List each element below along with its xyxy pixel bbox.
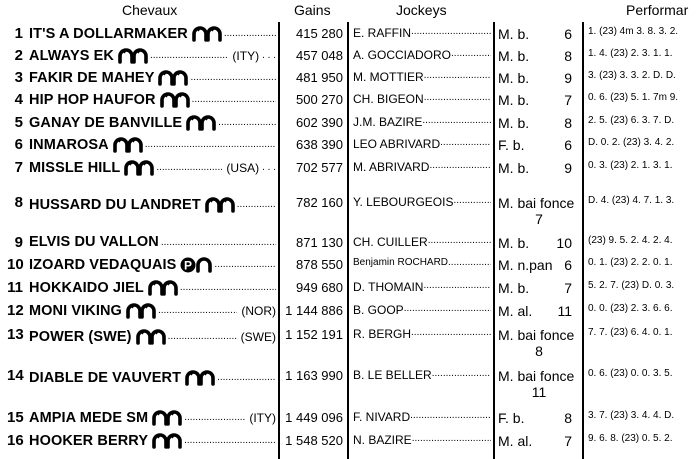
horse-name: INMAROSA	[29, 136, 109, 153]
svg-text:P: P	[184, 258, 193, 273]
horse-age: 9	[564, 160, 572, 176]
dot-leader	[158, 305, 237, 316]
horse-number: 6	[14, 136, 23, 153]
header-chevaux: Chevaux	[122, 2, 178, 18]
dot-leader	[224, 28, 276, 39]
dot-leader	[145, 139, 276, 150]
horse-number: 7	[14, 159, 23, 176]
horse-name: ALWAYS EK	[29, 47, 114, 64]
horseshoe-icon	[118, 47, 148, 64]
horse-age: 6	[564, 26, 572, 42]
header-gains: Gains	[294, 2, 331, 18]
horse-performances: 1. 4. (23) 2. 3. 1. 1.	[588, 48, 673, 59]
horse-age: 6	[564, 137, 572, 153]
dot-leader	[168, 331, 237, 342]
horse-gains: 949 680	[296, 280, 343, 295]
dot-leader	[237, 199, 276, 210]
horse-number: 10	[7, 256, 24, 273]
jockey-name: E. RAFFIN	[353, 26, 412, 40]
horseshoe-icon	[113, 136, 143, 153]
dot-leader	[424, 70, 491, 84]
horseshoe-icon	[152, 432, 182, 449]
dot-leader	[156, 162, 222, 173]
column-divider	[582, 22, 584, 459]
horse-number: 1	[14, 25, 23, 42]
column-divider	[278, 22, 280, 459]
horse-number: 9	[14, 234, 23, 251]
jockey-name: M. MOTTIER	[353, 70, 424, 84]
horse-age: 7	[564, 433, 572, 449]
dot-leader	[180, 282, 276, 293]
horse-sex-coat: M. b.	[498, 26, 530, 42]
horse-sex-coat: M. b.	[498, 92, 530, 108]
horse-gains: 1 152 191	[285, 327, 343, 342]
horse-name: POWER (SWE)	[29, 328, 132, 345]
horse-sex-coat: M. b.	[498, 48, 530, 64]
horse-performances: 0. 6. (23) 5. 1. 7m 9.	[588, 92, 679, 103]
horseshoe-icon	[148, 279, 178, 296]
horse-age: 11	[531, 384, 547, 400]
horse-name: MISSLE HILL	[29, 159, 121, 176]
plate-horseshoe-icon	[180, 256, 212, 273]
horse-name: HIP HOP HAUFOR	[29, 91, 156, 108]
horse-name: HUSSARD DU LANDRET	[29, 196, 201, 213]
horse-gains: 878 550	[296, 257, 343, 272]
horse-sex-coat: M. al.	[498, 433, 533, 449]
jockey-name: J.M. BAZIRE	[353, 115, 423, 129]
horse-age: 11	[557, 303, 572, 319]
horse-performances: 0. 0. (23) 2. 3. 6. 6.	[588, 303, 673, 314]
horse-performances: D. 4. (23) 4. 7. 1. 3.	[588, 195, 675, 206]
horseshoe-icon	[205, 196, 235, 213]
horse-age: 7	[564, 280, 572, 296]
horse-name: ELVIS DU VALLON	[29, 234, 159, 250]
horse-name: IT'S A DOLLARMAKER	[29, 25, 188, 42]
horseshoe-icon	[185, 369, 215, 386]
horse-performances: 1. (23) 4m 3. 8. 3. 2.	[588, 26, 679, 37]
horse-performances: 9. 6. 8. (23) 0. 5. 2.	[588, 433, 673, 444]
dot-leader	[428, 235, 491, 249]
horse-performances: (23) 9. 5. 2. 4. 2. 4.	[588, 235, 673, 246]
horse-name: HOOKER BERRY	[29, 432, 149, 449]
header-jockeys: Jockeys	[396, 2, 447, 18]
horse-origin: (SWE)	[240, 329, 276, 344]
horse-number: 15	[7, 409, 24, 426]
jockey-name: LEO ABRIVARD	[353, 137, 441, 151]
horse-gains: 602 390	[296, 115, 343, 130]
horse-number: 5	[14, 114, 23, 131]
horse-gains: 457 048	[296, 48, 343, 63]
dot-leader	[184, 412, 245, 423]
jockey-name: D. THOMAIN	[353, 280, 424, 294]
horse-sex-coat: F. b.	[498, 137, 525, 153]
jockey-name: B. GOOP	[353, 303, 404, 317]
horse-name: AMPIA MEDE SM	[29, 409, 149, 426]
dot-leader	[432, 368, 491, 382]
horse-gains: 481 950	[296, 70, 343, 85]
jockey-name: B. LE BELLER	[353, 368, 432, 382]
dot-leader	[410, 410, 491, 424]
horse-sex-coat: M. b.	[498, 280, 530, 296]
dot-leader	[448, 257, 491, 268]
horse-number: 16	[7, 432, 24, 449]
horse-gains: 702 577	[296, 160, 343, 175]
horseshoe-icon	[186, 114, 216, 131]
horse-gains: 782 160	[296, 195, 343, 210]
horse-age: 8	[564, 410, 572, 426]
horse-gains: 1 163 990	[285, 368, 343, 383]
horse-age: 8	[535, 343, 543, 359]
horse-sex-coat: F. b.	[498, 410, 525, 426]
horse-sex-coat: M. bai fonce	[498, 327, 575, 343]
dot-leader	[411, 327, 491, 341]
horse-number: 13	[7, 326, 24, 343]
horse-number: 11	[7, 279, 23, 296]
horse-gains: 415 280	[296, 26, 343, 41]
horse-name: DIABLE DE VAUVERT	[29, 369, 182, 386]
jockey-name: CH. BIGEON	[353, 92, 424, 106]
horse-sex-coat: M. b.	[498, 70, 530, 86]
horse-age: 8	[564, 48, 572, 64]
horseshoe-icon	[124, 159, 154, 176]
horse-sex-coat: M. bai fonce	[498, 195, 575, 211]
horse-number: 2	[14, 47, 23, 64]
jockey-name: R. BERGH	[353, 327, 412, 341]
horse-name: MONI VIKING	[29, 302, 122, 319]
horse-name: GANAY DE BANVILLE	[29, 114, 183, 131]
dot-leader	[404, 303, 491, 317]
dot-leader	[192, 94, 276, 105]
column-divider	[493, 22, 495, 459]
horse-origin: (ITY)	[232, 48, 260, 63]
horse-name: FAKIR DE MAHEY	[29, 69, 155, 86]
horse-name: HOKKAIDO JIEL	[29, 279, 144, 296]
horse-origin: (ITY)	[249, 410, 276, 425]
dot-leader	[440, 137, 491, 151]
dot-leader	[150, 50, 228, 61]
horse-performances: 2. 5. (23) 6. 3. 7. D.	[588, 115, 675, 126]
horse-age: 6	[564, 257, 572, 273]
dot-leader	[184, 435, 276, 446]
horse-gains: 638 390	[296, 137, 343, 152]
horse-gains: 1 548 520	[285, 433, 343, 448]
horse-number: 14	[7, 367, 24, 384]
horse-age: 9	[564, 70, 572, 86]
horse-age: 7	[564, 92, 572, 108]
header-performances: Performar	[626, 2, 689, 18]
dot-leader	[214, 259, 276, 270]
horse-performances: 5. 2. 7. (23) D. 0. 3.	[588, 280, 675, 291]
horseshoe-icon	[136, 328, 166, 345]
horse-number: 12	[7, 302, 24, 319]
jockey-name: CH. CUILLER	[353, 235, 428, 249]
horseshoe-icon	[152, 409, 182, 426]
horse-gains: 871 130	[296, 235, 343, 250]
horse-performances: 0. 3. (23) 2. 1. 3. 1.	[588, 160, 673, 171]
horse-origin: (NOR)	[241, 303, 276, 318]
horse-performances: 3. (23) 3. 3. 2. D. D.	[588, 70, 676, 81]
jockey-name: Benjamin ROCHARD	[353, 257, 449, 268]
horse-age: 10	[556, 235, 572, 251]
horse-sex-coat: M. b.	[498, 115, 530, 131]
dot-leader	[190, 72, 276, 83]
jockey-name: F. NIVARD	[353, 410, 411, 424]
horseshoe-icon	[126, 302, 156, 319]
horseshoe-icon	[158, 69, 188, 86]
dot-leader	[218, 117, 276, 128]
column-divider	[347, 22, 349, 459]
horse-name: IZOARD VEDAQUAIS	[29, 256, 177, 273]
horse-number: 3	[14, 69, 23, 86]
dot-leader	[217, 372, 276, 383]
horse-number: 8	[14, 194, 23, 211]
horseshoe-icon	[160, 91, 190, 108]
jockey-name: A. GOCCIADORO	[353, 48, 452, 62]
horse-sex-coat: M. b.	[498, 160, 530, 176]
jockey-name: N. BAZIRE	[353, 433, 412, 447]
horse-performances: 0. 6. (23) 0. 0. 3. 5.	[588, 368, 673, 379]
horse-origin: (USA)	[226, 160, 260, 175]
dot-leader	[451, 48, 491, 62]
dot-leader	[161, 237, 276, 248]
dot-leader	[422, 115, 491, 129]
horse-age: 8	[564, 115, 572, 131]
dot-leader	[412, 433, 491, 447]
jockey-name: M. ABRIVARD	[353, 160, 430, 174]
horse-age: 7	[535, 211, 543, 227]
horse-performances: 7. 7. (23) 6. 4. 0. 1.	[588, 327, 673, 338]
horse-sex-coat: M. al.	[498, 303, 533, 319]
horseshoe-icon	[192, 25, 222, 42]
horse-performances: 3. 7. (23) 3. 4. 4. D.	[588, 410, 675, 421]
horse-performances: D. 0. 2. (23) 3. 4. 2.	[588, 137, 675, 148]
dot-leader	[424, 92, 491, 106]
horse-performances: 0. 1. (23) 2. 2. 0. 1.	[588, 257, 673, 268]
horse-sex-coat: M. bai fonce	[498, 368, 575, 384]
dot-leader	[453, 195, 491, 209]
horse-gains: 1 449 096	[285, 410, 343, 425]
horse-number: 4	[14, 91, 23, 108]
horse-gains: 1 144 886	[285, 303, 343, 318]
dot-leader	[423, 280, 491, 294]
dot-leader	[429, 160, 491, 174]
horse-sex-coat: M. b.	[498, 235, 530, 251]
horse-sex-coat: M. n.pan	[498, 257, 553, 273]
dot-leader	[411, 26, 491, 40]
jockey-name: Y. LEBOURGEOIS	[353, 195, 454, 209]
horse-gains: 500 270	[296, 92, 343, 107]
